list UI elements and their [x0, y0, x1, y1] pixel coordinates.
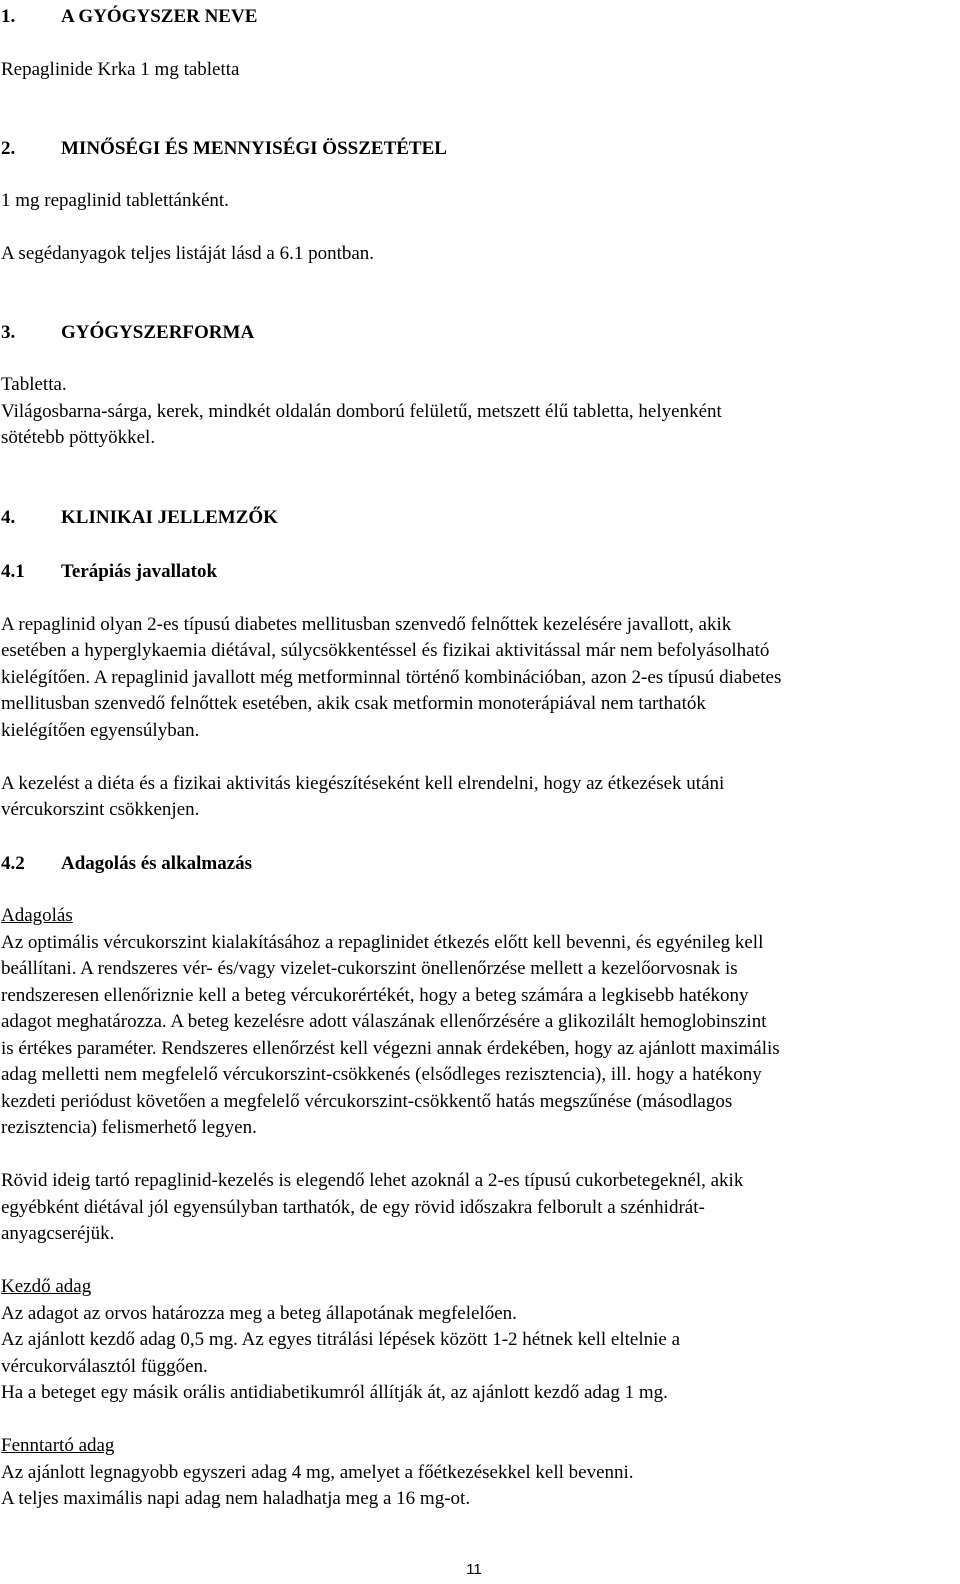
text-line: is értékes paraméter. Rendszeres ellenőrzést kell végezni annak érdekében, hogy az ajánlott maximális [1, 1038, 780, 1059]
product-name: Repaglinide Krka 1 mg tabletta [1, 59, 240, 80]
text-line: 1 mg repaglinid tablettánként. [1, 190, 229, 211]
text-line: A teljes maximális napi adag nem haladhatja meg a 16 mg-ot. [1, 1488, 471, 1509]
text-line: sötétebb pöttyökkel. [1, 427, 156, 448]
text-line: vércukorválasztól függően. [1, 1356, 208, 1377]
section-heading-1: 1. A GYÓGYSZER NEVE [1, 6, 258, 27]
subheading-adagolas: Adagolás [1, 905, 73, 926]
text-line: Ha a beteget egy másik orális antidiabetikumról állítják át, az ajánlott kezdő adag 1 mg. [1, 1382, 668, 1403]
section-heading-4: 4. KLINIKAI JELLEMZŐK [1, 507, 278, 528]
page-number: 11 [466, 1561, 482, 1578]
text-line: beállítani. A rendszeres vér- és/vagy vizelet-cukorszint önellenőrzése mellett a kezelőorvosnak is [1, 958, 738, 979]
text-line: adag melletti nem megfelelő vércukorszint-csökkenés (elsődleges rezisztencia), ill. hogy a hatékony [1, 1064, 762, 1085]
subheading-fenntarto-adag: Fenntartó adag [1, 1435, 115, 1456]
text-line: Világosbarna-sárga, kerek, mindkét oldalán domború felületű, metszett élű tabletta, helyenként [1, 401, 722, 422]
text-line: Rövid ideig tartó repaglinid-kezelés is elegendő lehet azoknál a 2-es típusú cukorbetegeknél, akik [1, 1170, 744, 1191]
text-line: Tabletta. [1, 374, 67, 395]
text-line: mellitusban szenvedő felnőttek esetében, akik csak metformin monoterápiával nem tarthatók [1, 693, 706, 714]
text-line: A segédanyagok teljes listáját lásd a 6.1 pontban. [1, 243, 375, 264]
text-line: Az optimális vércukorszint kialakításához a repaglinidet étkezés előtt kell bevenni, és egyénileg kell [1, 932, 764, 953]
text-line: adagot meghatározza. A beteg kezelésre adott válaszának ellenőrzésére a glikozilált hemoglobinszint [1, 1011, 767, 1032]
subheading-kezdo-adag: Kezdő adag [1, 1276, 92, 1297]
text-line: vércukorszint csökkenjen. [1, 799, 200, 820]
text-line: egyébként diétával jól egyensúlyban tarthatók, de egy rövid időszakra felborult a szénhidrát- [1, 1197, 705, 1218]
text-line: kezdeti periódust követően a megfelelő vércukorszint-csökkentő hatás megszűnése (másodlagos [1, 1091, 733, 1112]
text-line: anyagcseréjük. [1, 1223, 115, 1244]
text-line: esetében a hyperglykaemia diétával, súlycsökkentéssel és fizikai aktivitással már nem befolyásolható [1, 640, 770, 661]
text-line: rezisztencia) felismerhető legyen. [1, 1117, 257, 1138]
text-line: Az ajánlott kezdő adag 0,5 mg. Az egyes titrálási lépések között 1-2 hétnek kell eltelnie a [1, 1329, 681, 1350]
subsection-heading-4-2: 4.2 Adagolás és alkalmazás [1, 853, 253, 874]
text-line: kielégítően egyensúlyban. [1, 720, 200, 741]
text-line: Az adagot az orvos határozza meg a beteg állapotának megfelelően. [1, 1303, 517, 1324]
section-heading-3: 3. GYÓGYSZERFORMA [1, 322, 255, 343]
text-line: A repaglinid olyan 2-es típusú diabetes mellitusban szenvedő felnőttek kezelésére javallott, akik [1, 614, 732, 635]
text-line: rendszeresen ellenőriznie kell a beteg vércukorértékét, hogy a beteg számára a legkisebb hatékony [1, 985, 749, 1006]
text-line: Az ajánlott legnagyobb egyszeri adag 4 mg, amelyet a főétkezésekkel kell bevenni. [1, 1462, 634, 1483]
text-line: A kezelést a diéta és a fizikai aktivitás kiegészítéseként kell elrendelni, hogy az étkezések utáni [1, 773, 725, 794]
text-line: kielégítően. A repaglinid javallott még metforminnal történő kombinációban, azon 2-es típusú diabetes [1, 667, 782, 688]
section-heading-2: 2. MINŐSÉGI ÉS MENNYISÉGI ÖSSZETÉTEL [1, 138, 447, 159]
subsection-heading-4-1: 4.1 Terápiás javallatok [1, 561, 218, 582]
